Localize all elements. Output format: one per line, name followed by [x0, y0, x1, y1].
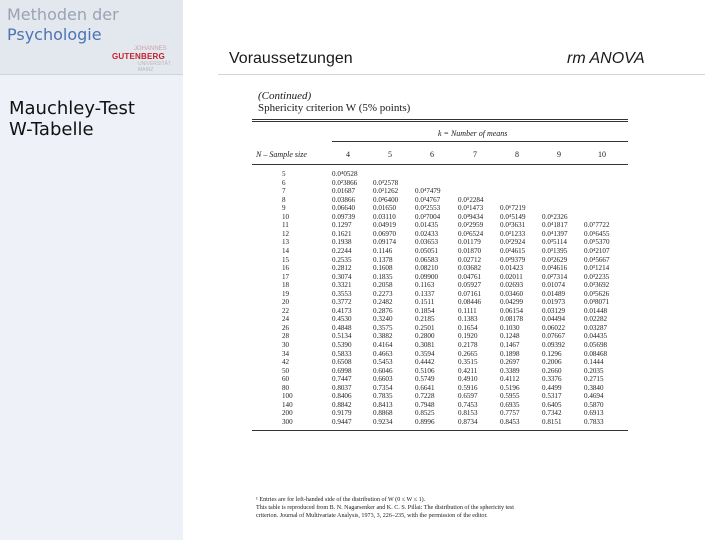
w-value-cell: 0.6046 — [373, 366, 393, 375]
n-header: N – Sample size — [256, 150, 307, 159]
w-value-cell: 0.0⁶2326 — [542, 212, 568, 221]
sample-size-cell: 5 — [282, 170, 286, 178]
w-value-cell: 0.3376 — [542, 375, 562, 384]
w-value-cell: 0.3321 — [332, 281, 352, 290]
w-value-cell: 0.04761 — [458, 272, 482, 281]
w-value-cell: 0.4663 — [373, 349, 393, 358]
sample-size-cell: 18 — [282, 281, 290, 290]
w-value-cell: 0.5833 — [332, 349, 352, 358]
w-value-cell: 0.02011 — [500, 272, 523, 281]
sample-size-cell: 6 — [282, 178, 286, 187]
column-header: 6 — [430, 150, 434, 159]
table-row — [252, 264, 628, 273]
table-row — [252, 213, 628, 222]
w-value-cell: 0.4173 — [332, 306, 352, 315]
table-row — [252, 204, 628, 213]
sample-size-cell: 16 — [282, 264, 290, 273]
w-value-cell: 0.2178 — [458, 341, 478, 349]
w-value-cell: 0.8842 — [332, 400, 352, 409]
table-caption-title: Sphericity criterion W (5% points) — [258, 102, 411, 114]
sample-size-cell: 20 — [282, 298, 290, 307]
w-value-cell: 0.2058 — [373, 281, 393, 290]
w-value-cell: 0.0⁷7722 — [584, 221, 610, 230]
w-value-cell: 0.03460 — [500, 289, 524, 298]
table-row — [252, 358, 628, 367]
footnote-line-1: ¹ Entries are for left-handed side of the distribution of W (0 ≤ W ≤ 1). — [256, 497, 426, 503]
table-rule-bottom — [252, 430, 628, 431]
w-value-cell: 0.3074 — [332, 272, 352, 281]
table-row — [252, 170, 628, 179]
w-value-cell: 0.3575 — [373, 323, 393, 332]
w-value-cell: 0.02282 — [584, 315, 608, 324]
sample-size-cell: 42 — [282, 358, 290, 367]
w-value-cell: 0.02712 — [458, 255, 482, 264]
w-value-cell: 0.7833 — [584, 417, 604, 426]
w-value-cell: 0.09739 — [332, 212, 356, 221]
university-logo — [112, 46, 178, 73]
w-value-cell: 0.1654 — [458, 323, 478, 332]
table-caption-continued: (Continued) — [258, 90, 312, 102]
w-value-cell: 0.0²6524 — [458, 229, 484, 238]
sample-size-cell: 30 — [282, 341, 290, 349]
k-header: k = Number of means — [438, 129, 508, 138]
w-value-cell: 0.1511 — [415, 298, 435, 307]
w-value-cell: 0.3515 — [458, 358, 478, 367]
sample-size-cell: 26 — [282, 323, 290, 332]
w-value-cell: 0.4112 — [500, 375, 520, 384]
w-value-cell: 0.01650 — [373, 204, 397, 213]
w-value-cell: 0.6935 — [500, 400, 520, 409]
column-header: 10 — [598, 150, 606, 159]
w-value-cell: 0.1296 — [542, 349, 562, 358]
section-title-line-1: Mauchley-Test — [9, 98, 135, 119]
w-value-cell: 0.4910 — [458, 375, 478, 384]
w-value-cell: 0.0³4767 — [415, 195, 441, 204]
w-value-cell: 0.0³3692 — [584, 281, 610, 290]
header-left-title: Voraussetzungen — [229, 50, 353, 67]
w-value-cell: 0.1467 — [500, 341, 520, 349]
section-title-line-2: W-Tabelle — [9, 119, 94, 140]
w-value-cell: 0.0²4615 — [500, 246, 526, 255]
w-value-cell: 0.0³2629 — [542, 255, 568, 264]
table-row — [252, 307, 628, 316]
logo-sub-text — [138, 61, 178, 73]
w-value-cell: 0.1854 — [415, 306, 435, 315]
w-value-cell: 0.2535 — [332, 255, 352, 264]
w-value-cell: 0.7948 — [415, 400, 435, 409]
sample-size-cell: 28 — [282, 332, 290, 341]
table-row — [252, 196, 628, 205]
w-value-cell: 0.3553 — [332, 289, 352, 298]
logo-main-text: GUTENBERG — [112, 52, 165, 61]
logo-sub-university: UNIVERSITÄT — [138, 61, 171, 67]
w-value-cell: 0.01435 — [415, 221, 439, 230]
w-value-cell: 0.04435 — [584, 332, 608, 341]
w-value-cell: 0.8525 — [415, 409, 435, 418]
w-value-cell: 0.8037 — [332, 383, 352, 392]
w-value-cell: 0.4530 — [332, 315, 352, 324]
column-header: 7 — [473, 150, 477, 159]
sample-size-cell: 11 — [282, 221, 289, 230]
w-value-cell: 0.2697 — [500, 358, 520, 367]
sample-size-cell: 9 — [282, 204, 286, 213]
w-value-cell: 0.01448 — [584, 306, 608, 315]
w-value-cell: 0.3594 — [415, 349, 435, 358]
w-value-cell: 0.1938 — [332, 238, 352, 247]
w-value-cell: 0.1146 — [373, 246, 393, 255]
column-header: 4 — [346, 150, 350, 159]
w-value-cell: 0.8996 — [415, 417, 435, 426]
w-value-cell: 0.0²9379 — [500, 255, 526, 264]
w-value-cell: 0.7228 — [415, 392, 435, 401]
w-value-cell: 0.6603 — [373, 375, 393, 384]
table-row — [252, 187, 628, 196]
w-value-cell: 0.04919 — [373, 221, 397, 230]
w-value-cell: 0.01074 — [542, 281, 566, 290]
w-value-cell: 0.03653 — [415, 238, 439, 247]
w-value-cell: 0.0²2959 — [458, 221, 484, 230]
sample-size-cell: 22 — [282, 306, 290, 315]
w-value-cell: 0.6405 — [542, 400, 562, 409]
table-row — [252, 298, 628, 307]
w-value-cell: 0.3240 — [373, 315, 393, 324]
w-value-cell: 0.1378 — [373, 255, 393, 264]
table-row — [252, 367, 628, 376]
table-row — [252, 230, 628, 239]
w-value-cell: 0.0³3631 — [500, 221, 526, 230]
w-value-cell: 0.02693 — [500, 281, 524, 290]
w-value-cell: 0.5134 — [332, 332, 352, 341]
sample-size-cell: 24 — [282, 315, 290, 324]
table-row — [252, 247, 628, 256]
w-value-cell: 0.8153 — [458, 409, 478, 418]
w-value-cell: 0.0³2578 — [373, 178, 399, 187]
sample-size-cell: 50 — [282, 366, 290, 375]
w-value-cell: 0.5870 — [584, 400, 604, 409]
sample-size-cell: 140 — [282, 400, 293, 409]
w-value-cell: 0.2273 — [373, 289, 393, 298]
w-value-cell: 0.1835 — [373, 272, 393, 281]
footnote-line-2: This table is reproduced from B. N. Nagarsenker and K. C. S. Pillai: The distribution of the sphericity test — [256, 505, 514, 511]
w-value-cell: 0.08468 — [584, 349, 608, 358]
w-value-cell: 0.0²7314 — [542, 272, 568, 281]
w-value-cell: 0.7342 — [542, 409, 562, 418]
w-value-cell: 0.5453 — [373, 358, 393, 367]
header-right-title: rm ANOVA — [567, 50, 645, 67]
sample-size-cell: 13 — [282, 238, 290, 247]
w-value-cell: 0.0⁴2107 — [584, 246, 610, 255]
logo-sub-city: MAINZ — [138, 67, 154, 73]
sample-size-cell: 200 — [282, 409, 293, 418]
w-value-cell: 0.6913 — [584, 409, 604, 418]
table-rule-top-double — [252, 121, 628, 122]
w-value-cell: 0.1030 — [500, 323, 520, 332]
table-row — [252, 256, 628, 265]
w-value-cell: 0.1920 — [458, 332, 478, 341]
w-value-cell: 0.03287 — [584, 323, 608, 332]
w-value-cell: 0.2660 — [542, 366, 562, 375]
sample-size-cell: 100 — [282, 392, 293, 401]
w-value-cell: 0.1898 — [500, 349, 520, 358]
w-value-cell: 0.0²3866 — [332, 178, 358, 187]
table-row — [252, 179, 628, 188]
w-value-cell: 0.5916 — [458, 383, 478, 392]
w-value-cell: 0.01423 — [500, 264, 524, 273]
w-value-cell: 0.8734 — [458, 417, 478, 426]
sample-size-cell: 300 — [282, 417, 293, 426]
w-value-cell: 0.0³1214 — [584, 264, 610, 273]
w-value-cell: 0.2185 — [415, 315, 435, 324]
column-header: 5 — [388, 150, 392, 159]
w-value-cell: 0.06583 — [415, 255, 439, 264]
w-value-cell: 0.4442 — [415, 358, 435, 367]
w-value-cell: 0.7453 — [458, 400, 478, 409]
w-value-cell: 0.08178 — [500, 315, 524, 324]
w-value-cell: 0.4694 — [584, 392, 604, 401]
sample-size-cell: 7 — [282, 187, 286, 196]
w-value-cell: 0.0⁴7479 — [415, 187, 441, 196]
w-value-cell: 0.01179 — [458, 238, 481, 247]
w-value-cell: 0.1621 — [332, 229, 352, 238]
w-value-cell: 0.2035 — [584, 366, 604, 375]
w-value-cell: 0.09174 — [373, 238, 397, 247]
table-row — [252, 392, 628, 401]
w-value-cell: 0.5390 — [332, 341, 352, 349]
table-row — [252, 375, 628, 384]
table-row — [252, 238, 628, 247]
w-value-cell: 0.09900 — [415, 272, 439, 281]
w-value-cell: 0.0³1473 — [458, 204, 484, 213]
column-header: 8 — [515, 150, 519, 159]
w-value-cell: 0.8151 — [542, 417, 562, 426]
w-value-cell: 0.1337 — [415, 289, 435, 298]
sample-size-cell: 10 — [282, 212, 290, 221]
w-value-cell: 0.01973 — [542, 298, 566, 307]
w-value-cell: 0.9447 — [332, 417, 352, 426]
w-value-cell: 0.0³5626 — [584, 289, 610, 298]
w-value-cell: 0.06154 — [500, 306, 524, 315]
w-value-cell: 0.6597 — [458, 392, 478, 401]
table-row — [252, 290, 628, 299]
w-value-cell: 0.0⁵2284 — [458, 195, 484, 204]
sample-size-cell: 19 — [282, 289, 290, 298]
w-value-cell: 0.0⁴1817 — [542, 221, 568, 230]
table-rule-top — [252, 119, 628, 120]
w-value-cell: 0.0⁴1397 — [542, 229, 568, 238]
sample-size-cell: 14 — [282, 246, 290, 255]
w-value-cell: 0.3772 — [332, 298, 352, 307]
w-value-cell: 0.0²2924 — [500, 238, 526, 247]
column-header: 9 — [557, 150, 561, 159]
w-value-cell: 0.2876 — [373, 306, 393, 315]
w-value-cell: 0.0⁴0528 — [332, 170, 358, 178]
table-row — [252, 401, 628, 410]
w-value-cell: 0.01489 — [542, 289, 566, 298]
w-value-cell: 0.2665 — [458, 349, 478, 358]
w-value-cell: 0.0³1395 — [542, 246, 568, 255]
w-value-cell: 0.0⁴5149 — [500, 212, 526, 221]
w-value-cell: 0.1297 — [332, 221, 352, 230]
w-value-cell: 0.05051 — [415, 246, 439, 255]
sample-size-cell: 12 — [282, 229, 290, 238]
w-value-cell: 0.03866 — [332, 195, 356, 204]
table-scan — [252, 90, 632, 530]
w-value-cell: 0.3840 — [584, 383, 604, 392]
table-row — [252, 384, 628, 393]
w-value-cell: 0.0³1233 — [500, 229, 526, 238]
w-value-cell: 0.5955 — [500, 392, 520, 401]
table-row — [252, 221, 628, 230]
w-value-cell: 0.03682 — [458, 264, 482, 273]
w-value-cell: 0.07161 — [458, 289, 482, 298]
table-row — [252, 315, 628, 324]
w-value-cell: 0.02433 — [415, 229, 439, 238]
w-value-cell: 0.0²6400 — [373, 195, 399, 204]
w-value-cell: 0.06022 — [542, 323, 566, 332]
w-value-cell: 0.0³5114 — [542, 238, 567, 247]
brand-box — [0, 0, 183, 75]
w-value-cell: 0.0²1262 — [373, 187, 399, 196]
w-value-cell: 0.08210 — [415, 264, 439, 273]
section-title — [9, 98, 179, 140]
w-value-cell: 0.01870 — [458, 246, 482, 255]
brand-line-2: Psychologie — [7, 25, 102, 44]
w-value-cell: 0.2244 — [332, 246, 352, 255]
column-header-rule — [252, 164, 628, 165]
footnote-line-3: criterion. Journal of Multivariate Analysis, 1973, 3, 226–235, with the permission of the editor. — [256, 513, 488, 519]
w-value-cell: 0.4848 — [332, 323, 352, 332]
w-value-cell: 0.0²7004 — [415, 212, 441, 221]
w-value-cell: 0.9234 — [373, 417, 393, 426]
w-value-cell: 0.3882 — [373, 332, 393, 341]
w-value-cell: 0.01687 — [332, 187, 356, 196]
w-value-cell: 0.0²4616 — [542, 264, 568, 273]
w-value-cell: 0.4164 — [373, 341, 393, 349]
w-value-cell: 0.8413 — [373, 400, 393, 409]
w-value-cell: 0.0²2553 — [415, 204, 441, 213]
sample-size-cell: 34 — [282, 349, 290, 358]
table-row — [252, 332, 628, 341]
sample-size-cell: 60 — [282, 375, 290, 384]
table-row — [252, 409, 628, 418]
table-row — [252, 350, 628, 359]
w-value-cell: 0.8453 — [500, 417, 520, 426]
w-value-cell: 0.7757 — [500, 409, 520, 418]
w-value-cell: 0.8868 — [373, 409, 393, 418]
sample-size-cell: 80 — [282, 383, 290, 392]
w-value-cell: 0.2715 — [584, 375, 604, 384]
w-value-cell: 0.1248 — [500, 332, 520, 341]
w-value-cell: 0.3389 — [500, 366, 520, 375]
w-value-cell: 0.08446 — [458, 298, 482, 307]
w-value-cell: 0.0⁵6455 — [584, 229, 610, 238]
w-value-cell: 0.03129 — [542, 306, 566, 315]
w-value-cell: 0.2800 — [415, 332, 435, 341]
w-value-cell: 0.7354 — [373, 383, 393, 392]
sample-size-cell: 17 — [282, 272, 290, 281]
w-value-cell: 0.2501 — [415, 323, 435, 332]
w-value-cell: 0.9179 — [332, 409, 352, 418]
w-value-cell: 0.1163 — [415, 281, 435, 290]
header-divider — [218, 74, 705, 75]
w-value-cell: 0.3081 — [415, 341, 435, 349]
w-value-cell: 0.04299 — [500, 298, 524, 307]
w-value-cell: 0.6508 — [332, 358, 352, 367]
sidebar — [0, 0, 183, 540]
w-value-cell: 0.5749 — [415, 375, 435, 384]
w-value-cell: 0.06640 — [332, 204, 356, 213]
w-value-cell: 0.07667 — [542, 332, 566, 341]
w-value-cell: 0.1383 — [458, 315, 478, 324]
w-value-cell: 0.0³8071 — [584, 298, 610, 307]
sample-size-cell: 8 — [282, 195, 286, 204]
w-value-cell: 0.0⁶7219 — [500, 204, 526, 213]
w-value-cell: 0.4499 — [542, 383, 562, 392]
sample-size-cell: 15 — [282, 255, 290, 264]
w-value-cell: 0.05698 — [584, 341, 608, 349]
w-value-cell: 0.6641 — [415, 383, 435, 392]
table-row — [252, 324, 628, 333]
w-value-cell: 0.0³9434 — [458, 212, 484, 221]
w-value-cell: 0.1111 — [458, 306, 477, 315]
table-row — [252, 418, 628, 427]
w-value-cell: 0.1444 — [584, 358, 604, 367]
table-row — [252, 341, 628, 350]
w-value-cell: 0.6998 — [332, 366, 352, 375]
w-value-cell: 0.0⁵5370 — [584, 238, 610, 247]
w-value-cell: 0.7835 — [373, 392, 393, 401]
w-value-cell: 0.06970 — [373, 229, 397, 238]
w-value-cell: 0.8406 — [332, 392, 352, 401]
w-value-cell: 0.2006 — [542, 358, 562, 367]
w-value-cell: 0.1608 — [373, 264, 393, 273]
w-value-cell: 0.4211 — [458, 366, 478, 375]
w-value-cell: 0.04494 — [542, 315, 566, 324]
w-value-cell: 0.5106 — [415, 366, 435, 375]
table-row — [252, 273, 628, 282]
w-value-cell: 0.7447 — [332, 375, 352, 384]
w-value-cell: 0.05927 — [458, 281, 482, 290]
logo-top-text: JOHANNES — [134, 46, 167, 52]
w-value-cell: 0.2812 — [332, 264, 352, 273]
w-value-cell: 0.5196 — [500, 383, 520, 392]
w-value-cell: 0.0⁴5667 — [584, 255, 610, 264]
brand-line-1: Methoden der — [7, 5, 119, 24]
w-value-cell: 0.0³2235 — [584, 272, 610, 281]
w-value-cell: 0.5317 — [542, 392, 562, 401]
table-row — [252, 281, 628, 290]
w-value-cell: 0.03110 — [373, 212, 396, 221]
table-footnote — [256, 496, 632, 520]
w-value-cell: 0.09392 — [542, 341, 566, 349]
w-value-cell: 0.2482 — [373, 298, 393, 307]
k-header-rule — [332, 141, 628, 142]
